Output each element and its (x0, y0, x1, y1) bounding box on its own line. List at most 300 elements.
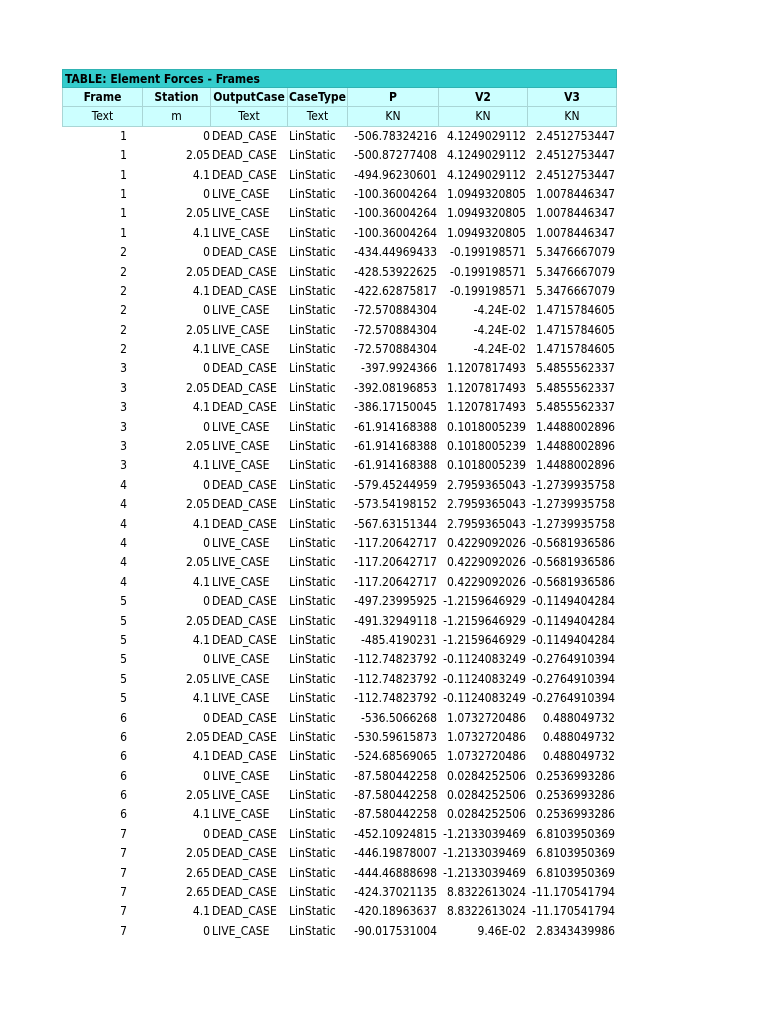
cell-case-type: LinStatic (289, 400, 336, 415)
cell-output-case: DEAD_CASE (212, 613, 277, 628)
table-row (62, 805, 617, 824)
header-cell-v2: V2 (439, 88, 528, 107)
cell-output-case: DEAD_CASE (212, 167, 277, 182)
cell-frame: 7 (120, 826, 127, 841)
cell-frame: 4 (120, 555, 127, 570)
cell-station: 4.1 (192, 749, 210, 764)
cell-frame: 5 (120, 632, 127, 647)
table-row (62, 456, 617, 475)
cell-station: 2.05 (185, 671, 210, 686)
cell-v3: -0.2764910394 (532, 691, 615, 706)
cell-output-case: DEAD_CASE (212, 400, 277, 415)
cell-v2: 0.4229092026 (447, 555, 526, 570)
cell-p: -112.74823792 (354, 652, 437, 667)
cell-case-type: LinStatic (289, 148, 336, 163)
cell-output-case: LIVE_CASE (212, 923, 270, 938)
cell-v3: -0.5681936586 (532, 535, 615, 550)
cell-station: 4.1 (192, 283, 210, 298)
cell-v3: 1.4488002896 (536, 458, 615, 473)
cell-frame: 3 (120, 361, 127, 376)
cell-p: -117.20642717 (354, 574, 437, 589)
cell-v2: 2.7959365043 (447, 516, 526, 531)
unit-cell-v2: KN (439, 107, 528, 126)
cell-v3: 0.488049732 (542, 710, 615, 725)
table-row (62, 321, 617, 340)
cell-v2: 0.1018005239 (447, 458, 526, 473)
cell-v3: -0.2764910394 (532, 652, 615, 667)
cell-output-case: LIVE_CASE (212, 671, 270, 686)
cell-case-type: LinStatic (289, 283, 336, 298)
cell-station: 2.05 (185, 322, 210, 337)
cell-v3: 6.8103950369 (536, 865, 615, 880)
cell-p: -446.19878007 (354, 846, 437, 861)
cell-v2: -1.2133039469 (443, 846, 526, 861)
table-row (62, 592, 617, 611)
cell-frame: 2 (120, 342, 127, 357)
cell-case-type: LinStatic (289, 458, 336, 473)
cell-p: -112.74823792 (354, 671, 437, 686)
cell-v3: -1.2739935758 (532, 497, 615, 512)
header-cell-v3: V3 (528, 88, 617, 107)
cell-case-type: LinStatic (289, 710, 336, 725)
cell-output-case: DEAD_CASE (212, 148, 277, 163)
cell-frame: 1 (120, 225, 127, 240)
cell-v3: -1.2739935758 (532, 477, 615, 492)
cell-v3: -0.1149404284 (532, 613, 615, 628)
cell-output-case: DEAD_CASE (212, 380, 277, 395)
cell-p: -72.570884304 (354, 342, 437, 357)
cell-p: -494.96230601 (354, 167, 437, 182)
cell-output-case: DEAD_CASE (212, 710, 277, 725)
cell-case-type: LinStatic (289, 594, 336, 609)
cell-v3: 1.4488002896 (536, 439, 615, 454)
header-cell-p: P (348, 88, 439, 107)
cell-v2: -4.24E-02 (473, 303, 526, 318)
cell-frame: 5 (120, 594, 127, 609)
cell-case-type: LinStatic (289, 788, 336, 803)
table-row (62, 359, 617, 378)
cell-v2: 0.1018005239 (447, 439, 526, 454)
table-row (62, 709, 617, 728)
table-row (62, 728, 617, 747)
cell-v2: -0.1124083249 (443, 652, 526, 667)
cell-output-case: LIVE_CASE (212, 768, 270, 783)
table-row (62, 204, 617, 223)
cell-v3: -1.2739935758 (532, 516, 615, 531)
cell-v2: -1.2133039469 (443, 865, 526, 880)
cell-p: -72.570884304 (354, 322, 437, 337)
cell-p: -87.580442258 (354, 768, 437, 783)
table-row (62, 476, 617, 495)
cell-frame: 2 (120, 322, 127, 337)
cell-v2: -0.199198571 (450, 264, 526, 279)
cell-frame: 4 (120, 535, 127, 550)
cell-p: -444.46888698 (354, 865, 437, 880)
cell-v3: 6.8103950369 (536, 846, 615, 861)
cell-station: 4.1 (192, 574, 210, 589)
cell-v2: -4.24E-02 (473, 322, 526, 337)
table-row (62, 864, 617, 883)
cell-case-type: LinStatic (289, 632, 336, 647)
table-row (62, 185, 617, 204)
cell-p: -61.914168388 (354, 458, 437, 473)
cell-v3: 0.2536993286 (536, 768, 615, 783)
cell-case-type: LinStatic (289, 729, 336, 744)
unit-cell-station: m (143, 107, 211, 126)
cell-output-case: DEAD_CASE (212, 516, 277, 531)
cell-v3: 6.8103950369 (536, 826, 615, 841)
cell-station: 2.05 (185, 380, 210, 395)
cell-case-type: LinStatic (289, 186, 336, 201)
cell-v2: 8.8322613024 (447, 904, 526, 919)
cell-v2: 1.0732720486 (447, 710, 526, 725)
cell-output-case: LIVE_CASE (212, 303, 270, 318)
table-row (62, 437, 617, 456)
cell-v3: 1.0078446347 (536, 186, 615, 201)
cell-output-case: LIVE_CASE (212, 807, 270, 822)
cell-case-type: LinStatic (289, 671, 336, 686)
cell-frame: 4 (120, 574, 127, 589)
cell-p: -61.914168388 (354, 439, 437, 454)
cell-case-type: LinStatic (289, 439, 336, 454)
cell-v3: 1.0078446347 (536, 206, 615, 221)
cell-v3: 5.4855562337 (536, 400, 615, 415)
cell-p: -87.580442258 (354, 788, 437, 803)
cell-frame: 3 (120, 439, 127, 454)
cell-frame: 5 (120, 613, 127, 628)
cell-case-type: LinStatic (289, 768, 336, 783)
table-row (62, 379, 617, 398)
cell-output-case: DEAD_CASE (212, 826, 277, 841)
table-row (62, 398, 617, 417)
cell-case-type: LinStatic (289, 225, 336, 240)
cell-v2: 8.8322613024 (447, 885, 526, 900)
cell-station: 2.05 (185, 613, 210, 628)
cell-v3: 1.0078446347 (536, 225, 615, 240)
cell-v2: -0.1124083249 (443, 671, 526, 686)
cell-p: -424.37021135 (354, 885, 437, 900)
units-row (62, 107, 617, 126)
table-row (62, 282, 617, 301)
cell-case-type: LinStatic (289, 264, 336, 279)
cell-output-case: LIVE_CASE (212, 439, 270, 454)
cell-v3: 5.4855562337 (536, 361, 615, 376)
cell-output-case: DEAD_CASE (212, 749, 277, 764)
table-row (62, 573, 617, 592)
cell-v2: 0.0284252506 (447, 807, 526, 822)
cell-output-case: LIVE_CASE (212, 458, 270, 473)
cell-case-type: LinStatic (289, 923, 336, 938)
cell-case-type: LinStatic (289, 652, 336, 667)
cell-v2: 1.0949320805 (447, 206, 526, 221)
cell-v3: 5.3476667079 (536, 245, 615, 260)
cell-output-case: DEAD_CASE (212, 904, 277, 919)
cell-station: 0 (203, 186, 210, 201)
unit-cell-output-case: Text (211, 107, 288, 126)
table-row (62, 650, 617, 669)
cell-v3: 2.4512753447 (536, 148, 615, 163)
cell-v2: -4.24E-02 (473, 342, 526, 357)
table-row (62, 127, 617, 146)
cell-frame: 2 (120, 264, 127, 279)
cell-v3: -0.5681936586 (532, 574, 615, 589)
cell-output-case: LIVE_CASE (212, 555, 270, 570)
cell-station: 4.1 (192, 807, 210, 822)
cell-station: 0 (203, 245, 210, 260)
cell-v2: -1.2159646929 (443, 613, 526, 628)
cell-v2: 0.1018005239 (447, 419, 526, 434)
cell-p: -117.20642717 (354, 555, 437, 570)
cell-frame: 5 (120, 652, 127, 667)
table-body (62, 127, 617, 941)
cell-v2: 1.0949320805 (447, 186, 526, 201)
cell-station: 0 (203, 652, 210, 667)
cell-case-type: LinStatic (289, 206, 336, 221)
header-row (62, 88, 617, 107)
cell-station: 4.1 (192, 342, 210, 357)
cell-case-type: LinStatic (289, 807, 336, 822)
cell-output-case: DEAD_CASE (212, 594, 277, 609)
cell-station: 2.05 (185, 788, 210, 803)
cell-frame: 4 (120, 477, 127, 492)
cell-station: 0 (203, 128, 210, 143)
cell-case-type: LinStatic (289, 613, 336, 628)
cell-frame: 5 (120, 671, 127, 686)
cell-frame: 7 (120, 865, 127, 880)
cell-v3: 5.3476667079 (536, 283, 615, 298)
cell-v2: 1.1207817493 (447, 400, 526, 415)
cell-case-type: LinStatic (289, 245, 336, 260)
cell-station: 4.1 (192, 458, 210, 473)
cell-case-type: LinStatic (289, 885, 336, 900)
cell-p: -87.580442258 (354, 807, 437, 822)
cell-case-type: LinStatic (289, 691, 336, 706)
cell-v3: 0.488049732 (542, 729, 615, 744)
cell-v2: 0.4229092026 (447, 574, 526, 589)
cell-p: -72.570884304 (354, 303, 437, 318)
cell-p: -497.23995925 (354, 594, 437, 609)
cell-v2: 9.46E-02 (477, 923, 526, 938)
cell-frame: 4 (120, 516, 127, 531)
cell-v3: 0.2536993286 (536, 807, 615, 822)
cell-v2: 1.0732720486 (447, 749, 526, 764)
cell-case-type: LinStatic (289, 419, 336, 434)
cell-frame: 1 (120, 167, 127, 182)
cell-p: -100.36004264 (354, 186, 437, 201)
table-row (62, 825, 617, 844)
cell-output-case: DEAD_CASE (212, 283, 277, 298)
cell-p: -100.36004264 (354, 225, 437, 240)
cell-station: 0 (203, 535, 210, 550)
cell-frame: 3 (120, 458, 127, 473)
cell-frame: 1 (120, 128, 127, 143)
cell-p: -530.59615873 (354, 729, 437, 744)
cell-v3: 2.8343439986 (536, 923, 615, 938)
cell-station: 0 (203, 826, 210, 841)
cell-v2: 1.1207817493 (447, 361, 526, 376)
cell-p: -536.5066268 (361, 710, 437, 725)
cell-v2: 2.7959365043 (447, 497, 526, 512)
cell-output-case: DEAD_CASE (212, 865, 277, 880)
cell-v2: 0.0284252506 (447, 788, 526, 803)
cell-output-case: LIVE_CASE (212, 574, 270, 589)
cell-v3: 2.4512753447 (536, 167, 615, 182)
cell-case-type: LinStatic (289, 904, 336, 919)
cell-p: -61.914168388 (354, 419, 437, 434)
cell-v2: -1.2159646929 (443, 632, 526, 647)
cell-v3: 1.4715784605 (536, 342, 615, 357)
cell-v2: 4.1249029112 (447, 148, 526, 163)
table-title: TABLE: Element Forces - Frames (62, 69, 617, 88)
cell-frame: 1 (120, 206, 127, 221)
cell-v3: -0.2764910394 (532, 671, 615, 686)
table-row (62, 767, 617, 786)
cell-output-case: DEAD_CASE (212, 361, 277, 376)
cell-p: -90.017531004 (354, 923, 437, 938)
cell-p: -491.32949118 (354, 613, 437, 628)
cell-station: 2.05 (185, 148, 210, 163)
cell-case-type: LinStatic (289, 322, 336, 337)
cell-v3: 5.4855562337 (536, 380, 615, 395)
cell-v3: 0.2536993286 (536, 788, 615, 803)
cell-p: -452.10924815 (354, 826, 437, 841)
cell-v2: 4.1249029112 (447, 167, 526, 182)
cell-frame: 7 (120, 846, 127, 861)
cell-v3: 5.3476667079 (536, 264, 615, 279)
cell-case-type: LinStatic (289, 555, 336, 570)
cell-v3: 1.4488002896 (536, 419, 615, 434)
table-row (62, 301, 617, 320)
cell-v3: 2.4512753447 (536, 128, 615, 143)
cell-output-case: DEAD_CASE (212, 729, 277, 744)
cell-frame: 6 (120, 768, 127, 783)
cell-output-case: LIVE_CASE (212, 322, 270, 337)
cell-station: 4.1 (192, 400, 210, 415)
table-row (62, 146, 617, 165)
cell-station: 4.1 (192, 516, 210, 531)
cell-v2: -0.199198571 (450, 283, 526, 298)
table-row (62, 340, 617, 359)
cell-p: -112.74823792 (354, 691, 437, 706)
cell-output-case: LIVE_CASE (212, 419, 270, 434)
cell-p: -386.17150045 (354, 400, 437, 415)
table-row (62, 243, 617, 262)
cell-p: -117.20642717 (354, 535, 437, 550)
unit-cell-v3: KN (528, 107, 617, 126)
cell-station: 2.05 (185, 497, 210, 512)
table-row (62, 747, 617, 766)
cell-case-type: LinStatic (289, 846, 336, 861)
table-row (62, 631, 617, 650)
cell-case-type: LinStatic (289, 865, 336, 880)
cell-output-case: DEAD_CASE (212, 264, 277, 279)
table-row (62, 495, 617, 514)
cell-frame: 7 (120, 885, 127, 900)
cell-frame: 3 (120, 380, 127, 395)
cell-frame: 6 (120, 729, 127, 744)
unit-cell-p: KN (348, 107, 439, 126)
cell-p: -500.87277408 (354, 148, 437, 163)
table-row (62, 166, 617, 185)
cell-case-type: LinStatic (289, 535, 336, 550)
table-row (62, 689, 617, 708)
cell-station: 2.65 (185, 865, 210, 880)
table-row (62, 883, 617, 902)
cell-p: -573.54198152 (354, 497, 437, 512)
cell-case-type: LinStatic (289, 128, 336, 143)
cell-output-case: LIVE_CASE (212, 206, 270, 221)
cell-case-type: LinStatic (289, 380, 336, 395)
cell-case-type: LinStatic (289, 826, 336, 841)
table-row (62, 534, 617, 553)
cell-frame: 6 (120, 788, 127, 803)
cell-v3: -0.1149404284 (532, 632, 615, 647)
element-forces-table (62, 69, 617, 941)
cell-station: 4.1 (192, 691, 210, 706)
cell-frame: 2 (120, 303, 127, 318)
cell-p: -506.78324216 (354, 128, 437, 143)
cell-output-case: DEAD_CASE (212, 632, 277, 647)
unit-cell-frame: Text (62, 107, 143, 126)
cell-v3: -11.170541794 (532, 885, 615, 900)
cell-p: -524.68569065 (354, 749, 437, 764)
table-row (62, 844, 617, 863)
cell-output-case: DEAD_CASE (212, 245, 277, 260)
header-cell-frame: Frame (62, 88, 143, 107)
cell-v2: -1.2159646929 (443, 594, 526, 609)
table-row (62, 922, 617, 941)
cell-v3: -0.1149404284 (532, 594, 615, 609)
cell-output-case: LIVE_CASE (212, 535, 270, 550)
cell-frame: 5 (120, 691, 127, 706)
cell-station: 4.1 (192, 904, 210, 919)
cell-p: -100.36004264 (354, 206, 437, 221)
cell-v3: 1.4715784605 (536, 303, 615, 318)
cell-output-case: DEAD_CASE (212, 477, 277, 492)
unit-cell-case-type: Text (288, 107, 348, 126)
table-row (62, 263, 617, 282)
cell-frame: 3 (120, 419, 127, 434)
cell-output-case: LIVE_CASE (212, 652, 270, 667)
table-row (62, 902, 617, 921)
cell-station: 0 (203, 710, 210, 725)
cell-v3: -0.5681936586 (532, 555, 615, 570)
header-cell-output-case: OutputCase (211, 88, 288, 107)
cell-output-case: LIVE_CASE (212, 342, 270, 357)
cell-frame: 2 (120, 283, 127, 298)
cell-case-type: LinStatic (289, 167, 336, 182)
cell-station: 4.1 (192, 167, 210, 182)
cell-v2: 0.4229092026 (447, 535, 526, 550)
cell-output-case: LIVE_CASE (212, 691, 270, 706)
header-cell-station: Station (143, 88, 211, 107)
cell-case-type: LinStatic (289, 749, 336, 764)
cell-p: -567.63151344 (354, 516, 437, 531)
cell-case-type: LinStatic (289, 342, 336, 357)
cell-station: 2.05 (185, 439, 210, 454)
cell-frame: 6 (120, 749, 127, 764)
cell-station: 0 (203, 594, 210, 609)
table-row (62, 786, 617, 805)
table-row (62, 553, 617, 572)
cell-station: 0 (203, 303, 210, 318)
cell-v3: -11.170541794 (532, 904, 615, 919)
cell-frame: 6 (120, 807, 127, 822)
cell-case-type: LinStatic (289, 303, 336, 318)
cell-station: 4.1 (192, 225, 210, 240)
table-row (62, 612, 617, 631)
cell-station: 0 (203, 477, 210, 492)
